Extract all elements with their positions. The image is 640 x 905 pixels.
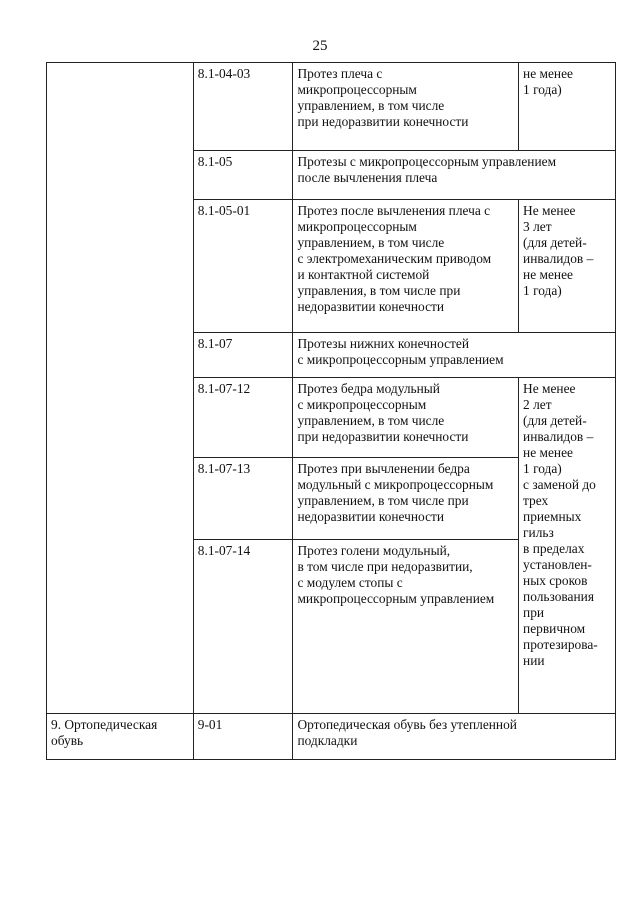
term-cell: не менее 1 года) bbox=[519, 63, 616, 151]
category-cell: 9. Ортопедическая обувь bbox=[47, 714, 194, 760]
name-cell: Протезы нижних конечностей с микропроцессорным управлением bbox=[293, 333, 616, 378]
name-cell: Протезы с микропроцессорным управлением после вычленения плеча bbox=[293, 151, 616, 200]
code-cell: 8.1-07-13 bbox=[193, 458, 293, 540]
code-cell: 8.1-05 bbox=[193, 151, 293, 200]
name-cell: Протез бедра модульный с микропроцессорным управлением, в том числе при недоразвитии конечности bbox=[293, 378, 519, 458]
code-cell: 8.1-05-01 bbox=[193, 200, 293, 333]
page-number: 25 bbox=[312, 38, 328, 54]
code-cell: 8.1-07 bbox=[193, 333, 293, 378]
shared-term-cell: Не менее 2 лет (для детей- инвалидов – не менее 1 года) с заменой до трех приемных гильз в пределах установлен- ных сроков пользования при первичном протезирова- нии bbox=[519, 378, 616, 714]
code-cell: 8.1-04-03 bbox=[193, 63, 293, 151]
code-cell: 8.1-07-12 bbox=[193, 378, 293, 458]
table-row bbox=[47, 63, 616, 151]
name-cell: Протез голени модульный, в том числе при недоразвитии, с модулем стопы с микропроцессорным управлением bbox=[293, 540, 519, 714]
code-cell: 8.1-07-14 bbox=[193, 540, 293, 714]
category-cell-empty bbox=[47, 63, 194, 714]
name-cell: Протез после вычленения плеча с микропроцессорным управлением, в том числе с электромеханическим приводом и контактной системой управления, в том числе при недоразвитии конечности bbox=[293, 200, 519, 333]
name-cell: Протез при вычленении бедра модульный с микропроцессорным управлением, в том числе при недоразвитии конечности bbox=[293, 458, 519, 540]
name-cell: Ортопедическая обувь без утепленной подкладки bbox=[293, 714, 616, 760]
term-cell: Не менее 3 лет (для детей- инвалидов – не менее 1 года) bbox=[519, 200, 616, 333]
name-cell: Протез плеча с микропроцессорным управлением, в том числе при недоразвитии конечности bbox=[293, 63, 519, 151]
code-cell: 9-01 bbox=[193, 714, 293, 760]
table-row bbox=[47, 714, 616, 760]
document-table bbox=[46, 62, 616, 760]
